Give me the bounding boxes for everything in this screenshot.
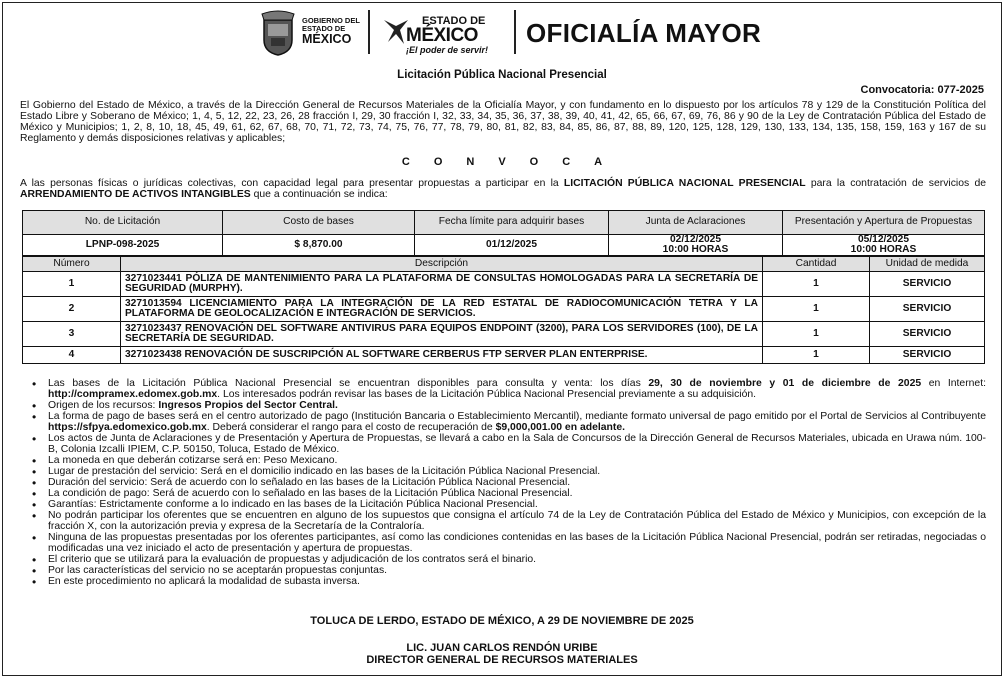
bullet-text: Origen de los recursos:: [48, 400, 159, 412]
item-quantity: 1: [763, 272, 870, 297]
invitation-text: que a continuación se indica:: [250, 189, 388, 201]
list-item: [48, 400, 986, 411]
invitation-text: A las personas físicas o jurídicas colectivas, con capacidad legal para presentar propuestas a participar en la: [20, 178, 564, 189]
header-divider: [368, 10, 370, 54]
invitation-paragraph: [20, 178, 986, 200]
list-item: • Los actos de Junta de Aclaraciones y de Presentación y Apertura de Propuestas, se llevará a cabo en la Sala de Concursos de la Dirección General de Recursos Materiales, ubicada en Urawa núm. 100-B, Colonia Izcalli IPIEM, C.P. 50150, Toluca, Estado de México.: [48, 433, 986, 455]
item-description: 3271013594 LICENCIAMIENTO PARA LA INTEGRACIÓN DE LA RED ESTATAL DE RADIOCOMUNICACIÓN TETRA Y LA PLATAFORMA DE GEOLOCALIZACIÓN E INTEGRACIÓN DE SERVICIOS.: [121, 297, 763, 322]
bullet-bold: $9,000,001.00 en adelante.: [495, 422, 625, 434]
header-cell: Costo de bases: [223, 211, 415, 235]
invitation-bold: ARRENDAMIENTO DE ACTIVOS INTANGIBLES: [20, 189, 251, 201]
convoca-heading: CONVOCA: [401, 156, 627, 168]
list-item: • La moneda en que deberán cotizarse será en: Peso Mexicano.: [48, 455, 986, 466]
list-item: • Duración del servicio: Será de acuerdo con lo señalado en las bases de la Licitación Pública Nacional Presencial.: [48, 477, 986, 488]
bullet-bold: 29, 30 de noviembre y 01 de diciembre de 2025: [648, 378, 922, 389]
bullet-text: La forma de pago de bases será en el centro autorizado de pago (Institución Bancaria o Establecimiento Mercantil), mediante formato universal de pago emitido por el Portal de Servicios al Contribuyente: [48, 411, 986, 423]
item-number: 4: [23, 347, 121, 364]
signer-title: DIRECTOR GENERAL DE RECURSOS MATERIALES: [366, 654, 638, 666]
opening-date: 05/12/2025: [858, 234, 909, 245]
items-header-row: [23, 257, 985, 272]
table-row: [23, 297, 985, 322]
list-item: • El criterio que se utilizará para la evaluación de propuestas y adjudicación de los contratos será el binario.: [48, 554, 986, 565]
bullet-bold: Ingresos Propios del Sector Central.: [158, 400, 338, 412]
bases-cost: $ 8,870.00: [223, 235, 415, 256]
proposal-opening: [783, 235, 985, 256]
place-date: TOLUCA DE LERDO, ESTADO DE MÉXICO, A 29 DE NOVIEMBRE DE 2025: [310, 615, 694, 627]
conditions-list: [48, 378, 986, 587]
clarification-meeting: [609, 235, 783, 256]
list-item: • No podrán participar los oferentes que se encuentren en alguno de los supuestos que consigna el artículo 74 de la Ley de Contratación Pública del Estado de México y Municipios, con excepción de la fracción X, con la autorización previa y expresa de la Secretaría de la Contraloría.: [48, 510, 986, 532]
header-cell: Unidad de medida: [870, 257, 985, 272]
header-cell: Descripción: [121, 257, 763, 272]
item-number: 3: [23, 322, 121, 347]
header: [0, 8, 1004, 60]
table-row: [23, 322, 985, 347]
list-item: • En este procedimiento no aplicará la modalidad de subasta inversa.: [48, 576, 986, 587]
item-quantity: 1: [763, 297, 870, 322]
signer-name: LIC. JUAN CARLOS RENDÓN URIBE: [406, 642, 598, 654]
bullet-text: . Deberá considerar el rango para el costo de recuperación de: [206, 422, 496, 434]
bullet-text: . Los interesados podrán revisar las bases de la Licitación Pública Nacional Presencial previamente a su adquisición.: [217, 389, 757, 401]
office-title: OFICIALÍA MAYOR: [526, 18, 762, 48]
header-divider: [514, 10, 516, 54]
edomex-logo: [378, 10, 514, 58]
sfpya-link[interactable]: https://sfpya.edomexico.gob.mx: [48, 422, 207, 434]
summary-table: [22, 210, 985, 256]
item-description: 3271023441 PÓLIZA DE MANTENIMIENTO PARA LA PLATAFORMA DE CONSULTAS HOMOLOGADAS PARA LA SECRETARÍA DE SEGURIDAD (MURPHY).: [121, 272, 763, 297]
edomex-slogan: ¡El poder de servir!: [406, 45, 489, 55]
header-cell: Junta de Aclaraciones: [609, 211, 783, 235]
meeting-date: 02/12/2025: [670, 234, 721, 245]
licitacion-number: LPNP-098-2025: [23, 235, 223, 256]
state-shield-icon: [258, 10, 298, 56]
state-government-label: [302, 17, 360, 46]
item-unit: SERVICIO: [870, 347, 985, 364]
gov-line-3: MÉXICO: [302, 31, 352, 46]
item-description: 3271023438 RENOVACIÓN DE SUSCRIPCIÓN AL SOFTWARE CERBERUS FTP SERVER PLAN ENTERPRISE.: [121, 347, 763, 364]
list-item: • Lugar de prestación del servicio: Será en el domicilio indicado en las bases de la Licitación Pública Nacional Presencial.: [48, 466, 986, 477]
list-item: [48, 378, 986, 400]
item-unit: SERVICIO: [870, 322, 985, 347]
list-item: • Ninguna de las propuestas presentadas por los oferentes participantes, así como las condiciones contenidas en las bases de la Licitación Pública Nacional Presencial, podrán ser retiradas, negociadas o modificadas una vez iniciado el acto de presentación y apertura de propuestas.: [48, 532, 986, 554]
table-row: [23, 272, 985, 297]
opening-time: 10:00 HORAS: [850, 244, 917, 256]
item-unit: SERVICIO: [870, 297, 985, 322]
items-table: [22, 256, 985, 364]
table-row: [23, 347, 985, 364]
item-unit: SERVICIO: [870, 272, 985, 297]
item-number: 1: [23, 272, 121, 297]
compramex-link[interactable]: http://compramex.edomex.gob.mx: [48, 389, 218, 401]
bullet-text: en Internet:: [921, 378, 986, 389]
edomex-top-text: ESTADO DE: [422, 15, 486, 27]
summary-data-row: [23, 235, 985, 256]
edomex-main-text: MÉXICO: [406, 25, 478, 46]
item-description: 3271023437 RENOVACIÓN DEL SOFTWARE ANTIVIRUS PARA EQUIPOS ENDPOINT (3200), PARA LOS SERVIDORES (100), DE LA SECRETARÍA DE SEGURIDAD.: [121, 322, 763, 347]
invitation-text: para la contratación de servicios de: [805, 178, 986, 189]
meeting-time: 10:00 HORAS: [662, 244, 729, 256]
bullet-text: Las bases de la Licitación Pública Nacional Presencial se encuentran disponibles para consulta y venta: los días: [48, 378, 649, 389]
list-item: • Por las características del servicio no se aceptarán propuestas conjuntas.: [48, 565, 986, 576]
header-cell: Número: [23, 257, 121, 272]
bases-deadline: 01/12/2025: [415, 235, 609, 256]
gov-line-1: GOBIERNO DEL: [302, 16, 360, 25]
list-item: [48, 411, 986, 433]
header-cell: Fecha límite para adquirir bases: [415, 211, 609, 235]
header-cell: No. de Licitación: [23, 211, 223, 235]
item-quantity: 1: [763, 347, 870, 364]
invitation-bold: LICITACIÓN PÚBLICA NACIONAL PRESENCIAL: [563, 178, 806, 189]
convocatoria-number: Convocatoria: 077-2025: [860, 84, 984, 96]
gov-line-2: ESTADO DE: [302, 23, 346, 33]
item-number: 2: [23, 297, 121, 322]
document-title: Licitación Pública Nacional Presencial: [397, 69, 607, 81]
summary-header-row: [23, 211, 985, 235]
item-quantity: 1: [763, 322, 870, 347]
header-cell: Presentación y Apertura de Propuestas: [783, 211, 985, 235]
list-item: • Garantías: Estrictamente conforme a lo indicado en las bases de la Licitación Pública Nacional Presencial.: [48, 499, 986, 510]
intro-paragraph: El Gobierno del Estado de México, a través de la Dirección General de Recursos Materiales de la Oficialía Mayor, y con fundamento en lo dispuesto por los artículos 78 y 129 de la Constitución Política del Estado Libre y Soberano de México; 1, 4, 5, 12, 22, 23, 26, 28 fracción I, 29, 30 fracción I, 32, 33, 34, 35, 36, 37, 38, 39, 40, 41, 42, 65, 66, 67, 69, 76, 86 y 90 de la Ley de Contratación Pública del Estado de México y Municipios; 1, 2, 8, 10, 18, 45, 49, 61, 62, 67, 68, 70, 71, 72, 73, 74, 75, 76, 77, 78, 79, 80, 81, 82, 83, 84, 85, 86, 87, 88, 89, 120, 125, 128, 129, 130, 133, 134, 135, 158, 159, 163 y 167 de su Reglamento y demás disposiciones relativas y aplicables;: [20, 100, 986, 145]
header-cell: Cantidad: [763, 257, 870, 272]
list-item: • La condición de pago: Será de acuerdo con lo señalado en las bases de la Licitación Pública Nacional Presencial.: [48, 488, 986, 499]
